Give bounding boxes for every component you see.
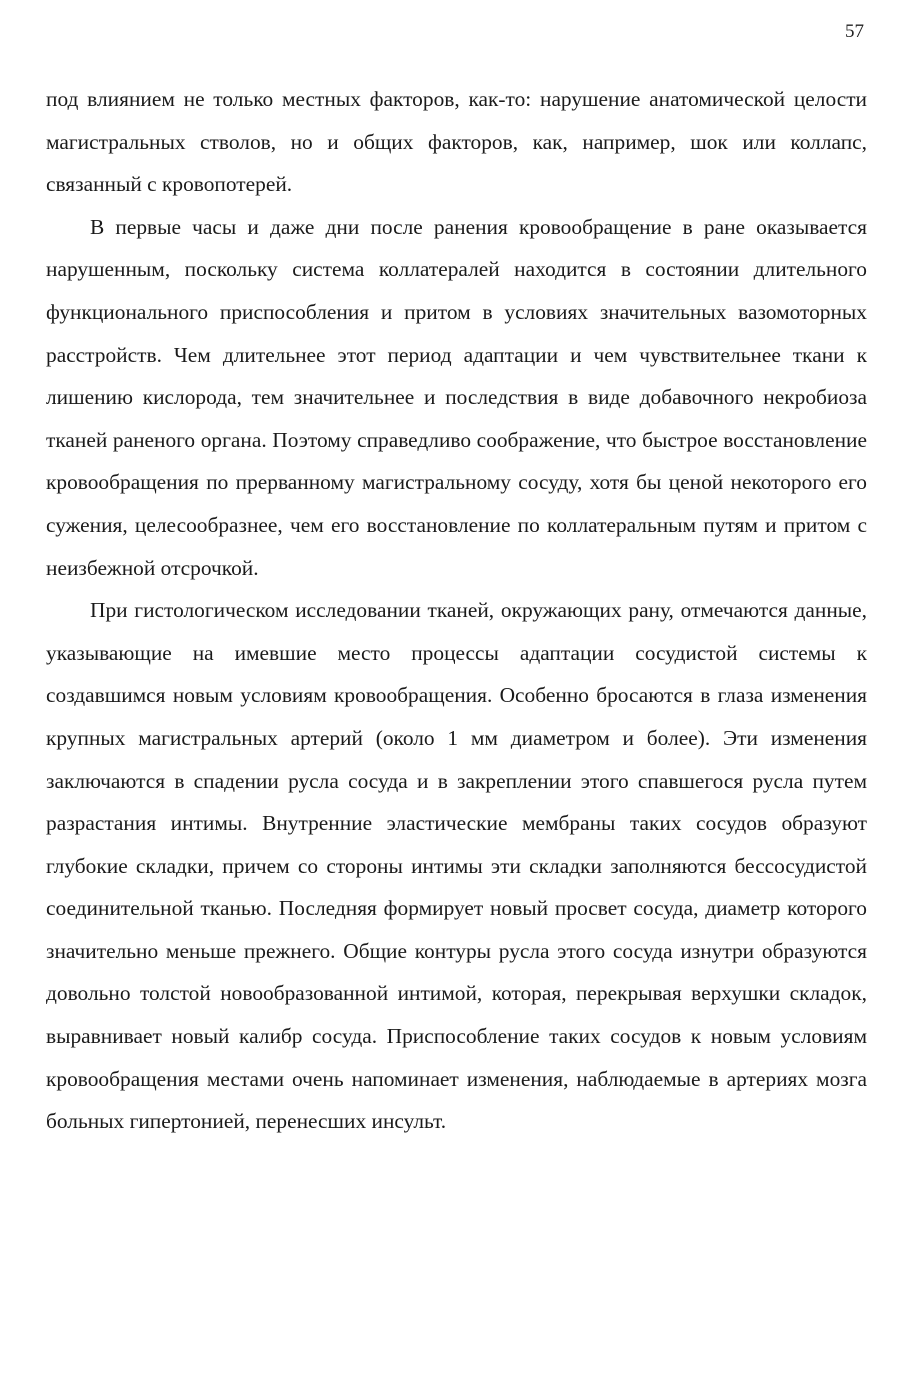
paragraph-circulation-disorder: В первые часы и даже дни после ранения кровообращение в ране оказывается нарушенным, поскольку система коллатералей находится в состоянии длительного функционального приспособления и притом в условиях значительных вазомоторных расстройств. Чем длительнее этот период адаптации и чем чувствительнее ткани к лишению кислорода, тем значительнее и последствия в виде добавочного некробиоза тканей раненого органа. Поэтому справедливо соображение, что быстрое восстановление кровообращения по прерванному магистральному сосуду, хотя бы ценой некоторого его сужения, целесообразнее, чем его восстановление по коллатеральным путям и притом с неизбежной отсрочкой.: [46, 214, 867, 580]
body-text: [46, 78, 867, 1143]
paragraph-continuation: под влиянием не только местных факторов, как-то: нарушение анатомической целости магистральных стволов, но и общих факторов, как, например, шок или коллапс, связанный с кровопотерей.: [46, 87, 867, 197]
page-number: 57: [845, 21, 864, 42]
paragraph-histology: При гистологическом исследовании тканей, окружающих рану, отмечаются данные, указывающие на имевшие место процессы адаптации сосудистой системы к создавшимся новым условиям кровообращения. Особенно бросаются в глаза изменения крупных магистральных артерий (около 1 мм диаметром и более). Эти изменения заключаются в спадении русла сосуда и в закреплении этого спавшегося русла путем разрастания интимы. Внутренние эластические мембраны таких сосудов образуют глубокие складки, причем со стороны интимы эти складки заполняются бессосудистой соединительной тканью. Последняя формирует новый просвет сосуда, диаметр которого значительно меньше прежнего. Общие контуры русла этого сосуда изнутри образуются довольно толстой новообразованной интимой, которая, перекрывая верхушки складок, выравнивает новый калибр сосуда. Приспособление таких сосудов к новым условиям кровообращения местами очень напоминает изменения, наблюдаемые в артериях мозга больных гипертонией, перенесших инсульт.: [46, 598, 867, 1134]
